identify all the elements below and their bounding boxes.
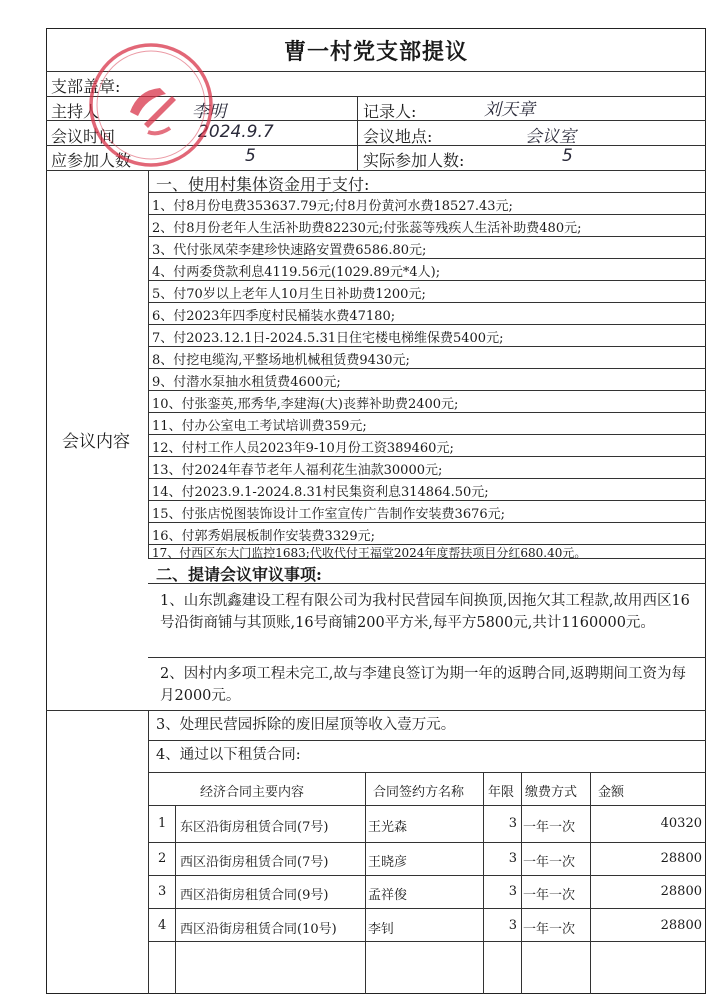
list-item: 11、付办公室电工考试培训费359元;: [152, 419, 367, 434]
rule: [46, 71, 706, 72]
table-row-years: 3: [508, 851, 517, 866]
rule: [148, 583, 706, 584]
rule: [148, 500, 706, 501]
rule: [357, 96, 358, 170]
list-item: 7、付2023.12.1日-2024.5.31日住宅楼电梯维保费5400元;: [152, 331, 504, 346]
list-item: 17、付西区东大门监控1683;代收代付王福堂2024年度帮扶项目分红680.40元。: [152, 546, 587, 560]
list-item: 3、代付张凤荣李建珍快速路安置费6586.80元;: [152, 243, 427, 258]
rule: [148, 941, 706, 942]
rule: [148, 478, 706, 479]
actual-attend-label: 实际参加人数:: [363, 151, 465, 170]
list-item: 8、付挖电缆沟,平整场地机械租赁费9430元;: [152, 353, 410, 368]
proposal-item-2: 2、因村内多项工程未完工,故与李建良签订为期一年的返聘合同,返聘期间工资为每月2000元。: [160, 666, 686, 704]
rule: [148, 412, 706, 413]
table-row-party: 孟祥俊: [368, 888, 408, 903]
rule: [148, 456, 706, 457]
page-title: 曹一村党支部提议: [283, 39, 468, 65]
list-item: 12、付村工作人员2023年9-10月份工资389460元;: [152, 441, 454, 456]
rule: [46, 710, 706, 711]
table-row-content: 西区沿街房租赁合同(9号): [180, 888, 329, 903]
table-row-pay: 一年一次: [523, 855, 576, 870]
rule: [148, 302, 706, 303]
table-row-party: 王光森: [368, 820, 408, 835]
table-row-no: 2: [158, 851, 167, 866]
host-label: 主持人: [51, 102, 100, 121]
list-item: 6、付2023年四季度村民桶装水费47180;: [152, 309, 396, 324]
list-item: 14、付2023.9.1-2024.8.31村民集资利息314864.50元;: [152, 485, 489, 500]
rule: [148, 740, 706, 741]
proposal-item-4: 4、通过以下租赁合同:: [156, 747, 301, 763]
rule: [148, 522, 706, 523]
list-item: 5、付70岁以上老年人10月生日补助费1200元;: [152, 287, 426, 302]
table-header: 经济合同主要内容: [200, 785, 305, 800]
rule: [148, 390, 706, 391]
table-row-content: 西区沿街房租赁合同(7号): [180, 855, 329, 870]
rule: [148, 280, 706, 281]
list-item: 16、付郭秀娟展板制作安装费3329元;: [152, 529, 376, 544]
table-row-amount: 40320: [660, 816, 702, 831]
rule: [148, 875, 706, 876]
rule: [148, 805, 706, 806]
rule: [148, 908, 706, 909]
section1-heading: 一、使用村集体资金用于支付:: [156, 175, 370, 194]
table-row-amount: 28800: [660, 884, 702, 899]
place-label: 会议地点:: [363, 127, 433, 146]
list-item: 9、付潜水泵抽水租赁费4600元;: [152, 375, 341, 390]
table-row-pay: 一年一次: [523, 820, 576, 835]
table-row-no: 3: [158, 884, 167, 899]
table-header: 合同签约方名称: [373, 785, 465, 800]
host-value: 李明: [192, 102, 226, 122]
list-item: 10、付张銮英,邢秀华,李建海(大)丧葬补助费2400元;: [152, 397, 459, 412]
list-item: 1、付8月份电费353637.79元;付8月份黄河水费18527.43元;: [152, 199, 513, 214]
table-header: 金额: [598, 785, 625, 800]
table-row-no: 1: [158, 816, 167, 831]
rule: [175, 805, 176, 994]
rule: [148, 434, 706, 435]
seal-label: 支部盖章:: [51, 77, 121, 96]
table-row-no: 4: [158, 918, 167, 933]
recorder-value: 刘天章: [484, 100, 535, 120]
table-row-years: 3: [508, 884, 517, 899]
table-row-amount: 28800: [660, 851, 702, 866]
rule: [148, 368, 706, 369]
table-row-party: 王晓彦: [368, 855, 408, 870]
actual-attend-value: 5: [562, 146, 573, 166]
rule: [148, 236, 706, 237]
table-row-years: 3: [508, 816, 517, 831]
rule: [148, 214, 706, 215]
rule: [148, 710, 149, 994]
rule: [148, 346, 706, 347]
table-row-party: 李钊: [368, 922, 395, 937]
time-value: 2024.9.7: [198, 122, 274, 142]
table-row-content: 东区沿街房租赁合同(7号): [180, 820, 329, 835]
list-item: 15、付张店悦图装饰设计工作室宣传广告制作安装费3676元;: [152, 507, 506, 522]
table-row-content: 西区沿街房租赁合同(10号): [180, 922, 337, 937]
table-row-pay: 一年一次: [523, 888, 576, 903]
table-row-pay: 一年一次: [523, 922, 576, 937]
rule: [46, 96, 706, 97]
time-label: 会议时间: [51, 127, 116, 146]
rule: [148, 657, 706, 658]
meeting-content-label: 会议内容: [62, 432, 130, 452]
list-item: 2、付8月份老年人生活补助费82230元;付张蕊等残疾人生活补助费480元;: [152, 221, 582, 236]
list-item: 4、付两委贷款利息4119.56元(1029.89元*4人);: [152, 265, 441, 280]
proposal-item-1: 1、山东凯鑫建设工程有限公司为我村民营园车间换顶,因拖欠其工程款,故用西区16号沿街商铺与其顶账,16号商铺200平方米,每平方5800元,共计1160000元。: [160, 593, 690, 631]
section2-heading: 二、提请会议审议事项:: [156, 565, 322, 584]
rule: [148, 772, 706, 773]
place-value: 会议室: [525, 127, 576, 147]
table-row-years: 3: [508, 918, 517, 933]
recorder-label: 记录人:: [363, 102, 417, 121]
table-header: 缴费方式: [525, 785, 578, 800]
should-attend-value: 5: [245, 146, 256, 166]
should-attend-label: 应参加人数: [51, 151, 132, 170]
rule: [148, 324, 706, 325]
table-header: 年限: [488, 785, 515, 800]
list-item: 13、付2024年春节老年人福利花生油款30000元;: [152, 463, 443, 478]
rule: [148, 258, 706, 259]
rule: [148, 842, 706, 843]
table-row-amount: 28800: [660, 918, 702, 933]
proposal-item-3: 3、处理民营园拆除的废旧屋顶等收入壹万元。: [156, 717, 456, 733]
